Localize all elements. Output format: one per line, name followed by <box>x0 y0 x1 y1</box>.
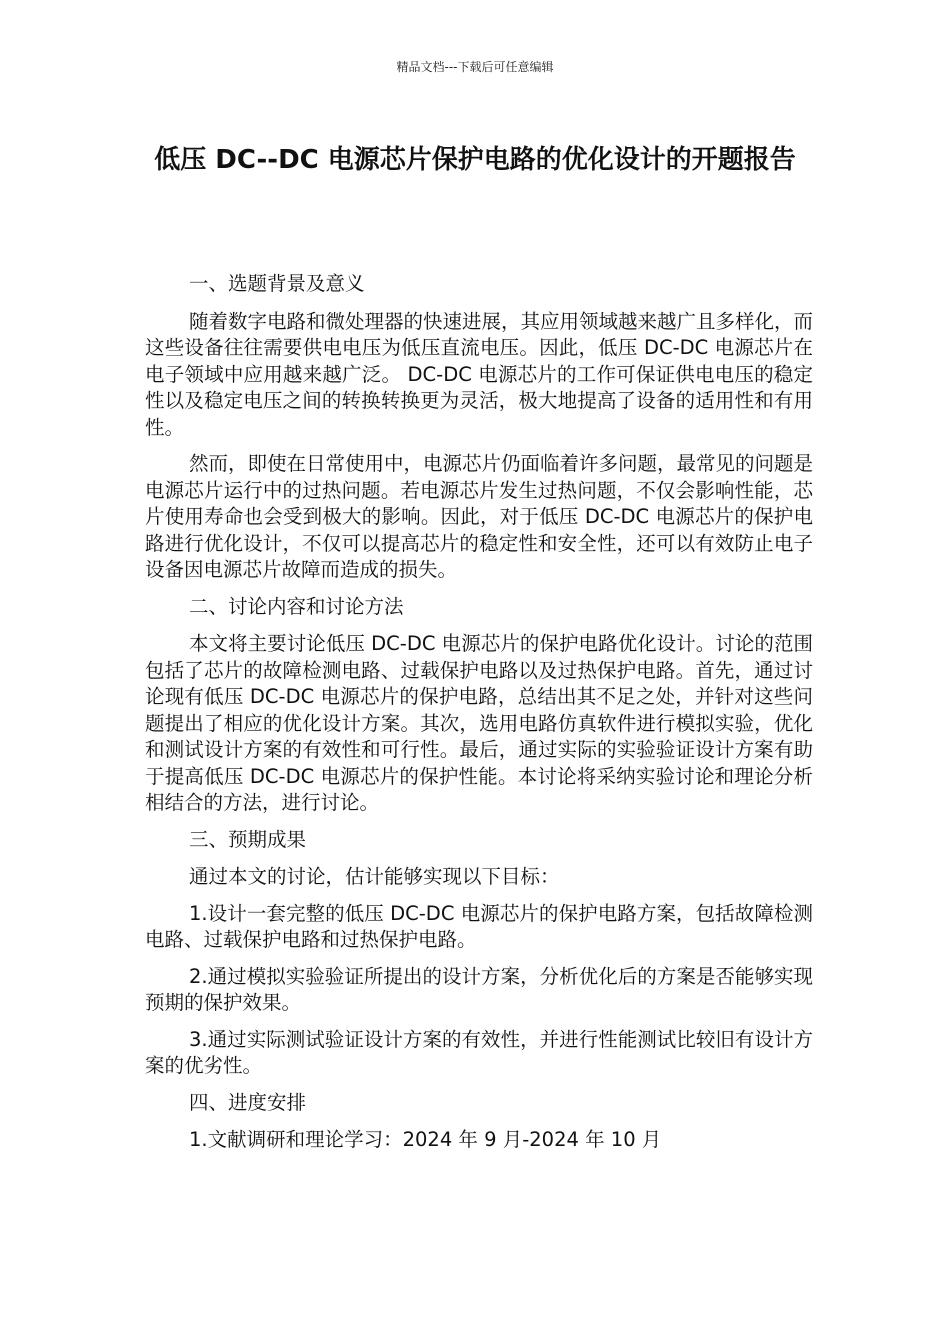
document-body <box>145 271 813 1164</box>
paragraph-background-1: 随着数字电路和微处理器的快速进展，其应用领域越来越广且多样化，而这些设备往往需要供电电压为低压直流电压。因此，低压 DC-DC 电源芯片在电子领域中应用越来越广泛。 DC-DC 电源芯片的工作可保证供电电压的稳定性以及稳定电压之间的转换转换更为灵活，极大地提高了设备的适用性和有用性。 <box>145 309 814 439</box>
paragraph-expected-intro: 通过本文的讨论，估计能够实现以下目标： <box>189 865 560 888</box>
section-heading-schedule: 四、进度安排 <box>189 1090 307 1114</box>
document-title: 低压 DC--DC 电源芯片保护电路的优化设计的开题报告 <box>154 145 796 175</box>
section-heading-background: 一、选题背景及意义 <box>189 272 365 295</box>
paragraph-background-2: 然而，即使在日常使用中，电源芯片仍面临着许多问题，最常见的问题是电源芯片运行中的过热问题。若电源芯片发生过热问题，不仅会影响性能，芯片使用寿命也会受到极大的影响。因此，对于低压 DC-DC 电源芯片的保护电路进行优化设计，不仅可以提高芯片的稳定性和安全性，还可以有效防止电子设备因电源芯片故障而造成的损失。 <box>145 452 814 581</box>
section-heading-content-methods: 二、讨论内容和讨论方法 <box>189 594 404 618</box>
list-item-goal-1: 1.设计一套完整的低压 DC-DC 电源芯片的保护电路方案，包括故障检测电路、过载保护电路和过热保护电路。 <box>145 901 813 951</box>
paragraph-content-methods: 本文将主要讨论低压 DC-DC 电源芯片的保护电路优化设计。讨论的范围包括了芯片的故障检测电路、过载保护电路以及过热保护电路。首先，通过讨论现有低压 DC-DC 电源芯片的保护电路，总结出其不足之处，并针对这些问题提出了相应的优化设计方案。其次，选用电路仿真软件进行模拟实验，优化和测试设计方案的有效性和可行性。最后，通过实际的实验验证设计方案有助于提高低压 DC-DC 电源芯片的保护性能。本讨论将采纳实验讨论和理论分析相结合的方法，进行讨论。 <box>145 632 813 814</box>
list-item-schedule-1: 1.文献调研和理论学习：2024 年 9 月-2024 年 10 月 <box>189 1128 662 1151</box>
list-item-goal-2: 2.通过模拟实验验证所提出的设计方案，分析优化后的方案是否能够实现预期的保护效果。 <box>145 964 813 1014</box>
list-item-goal-3: 3.通过实际测试验证设计方案的有效性，并进行性能测试比较旧有设计方案的优劣性。 <box>145 1027 813 1077</box>
section-heading-expected-results: 三、预期成果 <box>189 827 307 851</box>
header-note: 精品文档---下载后可任意编辑 <box>396 60 554 74</box>
